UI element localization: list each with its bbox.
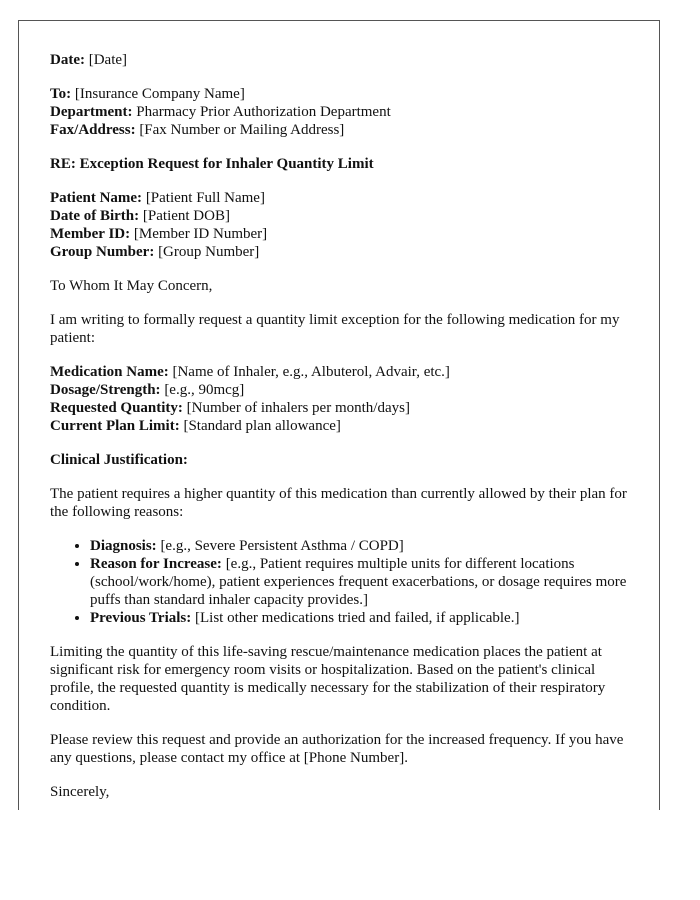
header-block <box>50 51 640 69</box>
date-label: Date: <box>50 52 85 68</box>
closing-paragraph: Please review this request and provide an authorization for the increased frequency. If you have any questions, please contact my office at [Phone Number]. <box>50 732 624 766</box>
to-value: [Insurance Company Name] <box>74 86 245 102</box>
medication-name-label: Medication Name: <box>50 364 169 380</box>
letter-body <box>50 51 640 810</box>
group-number-label: Group Number: <box>50 244 155 260</box>
dosage-line <box>50 381 640 399</box>
dob-label: Date of Birth: <box>50 208 140 224</box>
previous-trials-label: Previous Trials: <box>90 610 192 626</box>
group-number-value: [Group Number] <box>158 244 260 260</box>
diagnosis-text: [e.g., Severe Persistent Asthma / COPD] <box>160 538 404 554</box>
plan-limit-line <box>50 417 640 435</box>
department-line <box>50 103 640 121</box>
medication-name-value: [Name of Inhaler, e.g., Albuterol, Advair, etc.] <box>172 364 450 380</box>
member-id-line <box>50 225 640 243</box>
list-item-previous-trials <box>90 609 640 627</box>
member-id-value: [Member ID Number] <box>133 226 268 242</box>
patient-name-label: Patient Name: <box>50 190 143 206</box>
patient-block <box>50 189 640 261</box>
requested-quantity-label: Requested Quantity: <box>50 400 183 416</box>
medication-block <box>50 363 640 435</box>
patient-name-line <box>50 189 640 207</box>
to-line <box>50 85 640 103</box>
justification-list <box>50 537 640 627</box>
fax-label: Fax/Address: <box>50 122 136 138</box>
diagnosis-label: Diagnosis: <box>90 538 157 554</box>
intro-paragraph: I am writing to formally request a quantity limit exception for the following medication for my patient: <box>50 312 620 346</box>
justification-intro: The patient requires a higher quantity of this medication than currently allowed by their plan for the following reasons: <box>50 486 627 520</box>
medication-name-line <box>50 363 640 381</box>
reason-label: Reason for Increase: <box>90 556 222 572</box>
list-item-diagnosis <box>90 537 640 555</box>
recipient-block <box>50 85 640 139</box>
risk-paragraph: Limiting the quantity of this life-saving rescue/maintenance medication places the patient at significant risk for emergency room visits or hospitalization. Based on the patient's clinical profile, the requested quantity is medically necessary for the stabilization of their respiratory condition. <box>50 644 606 714</box>
fax-value: [Fax Number or Mailing Address] <box>139 122 345 138</box>
dob-line <box>50 207 640 225</box>
patient-name-value: [Patient Full Name] <box>145 190 265 206</box>
requested-quantity-line <box>50 399 640 417</box>
dosage-value: [e.g., 90mcg] <box>164 382 245 398</box>
requested-quantity-value: [Number of inhalers per month/days] <box>186 400 410 416</box>
dob-value: [Patient DOB] <box>142 208 230 224</box>
plan-limit-label: Current Plan Limit: <box>50 418 180 434</box>
reason-text: [e.g., Patient requires multiple units for different locations (school/work/home), patient experiences frequent exacerbations, or dosage requires more puffs than standard inhaler capacity provides.] <box>90 556 627 608</box>
plan-limit-value: [Standard plan allowance] <box>183 418 341 434</box>
date-value: [Date] <box>88 52 128 68</box>
fax-line <box>50 121 640 139</box>
salutation: To Whom It May Concern, <box>50 278 213 294</box>
department-label: Department: <box>50 104 133 120</box>
dosage-label: Dosage/Strength: <box>50 382 161 398</box>
justification-heading: Clinical Justification: <box>50 452 188 468</box>
subject-line: RE: Exception Request for Inhaler Quantity Limit <box>50 156 374 172</box>
letter-page <box>18 20 660 810</box>
member-id-label: Member ID: <box>50 226 131 242</box>
date-line <box>50 51 640 69</box>
signoff: Sincerely, <box>50 784 110 800</box>
to-label: To: <box>50 86 72 102</box>
previous-trials-text: [List other medications tried and failed, if applicable.] <box>195 610 520 626</box>
department-value: Pharmacy Prior Authorization Department <box>136 104 391 120</box>
list-item-reason <box>90 555 640 609</box>
group-number-line <box>50 243 640 261</box>
